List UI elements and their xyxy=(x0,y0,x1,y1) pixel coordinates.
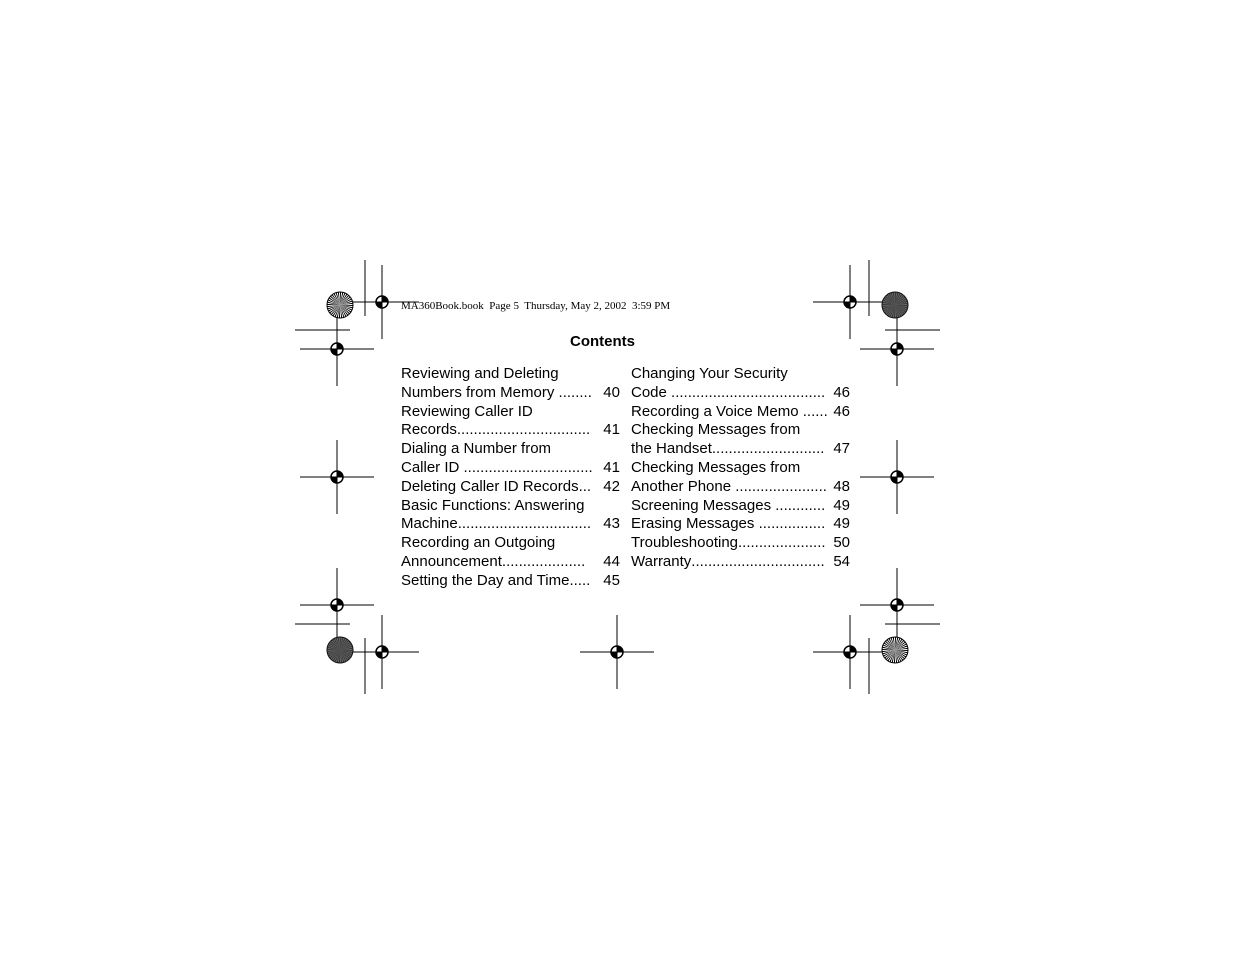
toc-column-right xyxy=(631,365,850,572)
toc-page-number: 54 xyxy=(833,552,850,570)
toc-entry xyxy=(631,421,850,459)
toc-entry-text: Machine xyxy=(401,515,458,533)
toc-page-number: 44 xyxy=(599,552,620,570)
toc-leader: ................................ xyxy=(691,552,825,570)
toc-entry-text: Reviewing and Deleting xyxy=(401,365,559,382)
toc-entry-text: Screening Messages xyxy=(631,496,776,514)
page-title: Contents xyxy=(570,333,635,350)
toc-entry-text: Numbers from Memory xyxy=(401,383,559,401)
toc-entry-text: Reviewing Caller ID xyxy=(401,402,533,420)
toc-entry xyxy=(631,459,850,497)
toc-leader: ..................................... xyxy=(671,383,826,401)
toc-entry-text: Code xyxy=(631,383,672,401)
toc-leader: ...... xyxy=(802,402,828,420)
toc-entry xyxy=(631,497,850,516)
toc-entry-text: Recording an Outgoing xyxy=(401,534,556,552)
toc-page-number: 49 xyxy=(833,496,850,514)
toc-page-number: 46 xyxy=(833,383,850,401)
toc-leader: ................................ xyxy=(457,515,592,533)
toc-entry-text: Basic Functions: Answering xyxy=(401,496,585,514)
toc-entry-text: Warranty xyxy=(631,552,692,570)
toc-entry-text: Changing Your Security xyxy=(631,365,788,382)
toc-entry-text: Deleting Caller ID Records xyxy=(401,477,579,495)
registration-crosshair-icon xyxy=(345,615,419,689)
toc-entry xyxy=(631,515,850,534)
toc-entry-text: the Handset xyxy=(631,440,712,458)
registration-crosshair-icon xyxy=(813,615,887,689)
registration-crosshair-icon xyxy=(860,568,934,642)
print-starburst-icon xyxy=(882,292,908,318)
toc-entry-text: Another Phone xyxy=(631,477,736,495)
registration-crosshair-icon xyxy=(860,440,934,514)
print-header: MA360Book.book Page 5 Thursday, May 2, 2002 3:59 PM xyxy=(401,300,671,312)
toc-leader: .................... xyxy=(501,552,586,570)
toc-entry xyxy=(401,440,620,478)
toc-leader: ........................... xyxy=(711,440,825,458)
toc-entry-text: Erasing Messages xyxy=(631,515,759,533)
toc-page-number: 47 xyxy=(833,440,850,458)
toc-entry xyxy=(631,365,850,403)
toc-page-number: 41 xyxy=(599,458,620,476)
toc-entry-text: Announcement xyxy=(401,552,502,570)
toc-page-number: 50 xyxy=(833,534,850,552)
toc-page-number: 41 xyxy=(599,421,620,439)
toc-entry-text: Setting the Day and Time xyxy=(401,571,570,589)
toc-leader: ............ xyxy=(775,496,826,514)
registration-crosshair-icon xyxy=(580,615,654,689)
toc-page-number: 45 xyxy=(599,571,620,589)
toc-page-number: 43 xyxy=(599,515,620,533)
toc-page-number: 42 xyxy=(599,477,620,495)
print-starburst-icon xyxy=(882,637,908,663)
toc-entry xyxy=(631,553,850,572)
toc-leader: ........ xyxy=(558,383,592,401)
registration-crosshair-icon xyxy=(813,265,887,339)
toc-leader: ................ xyxy=(758,515,826,533)
toc-page-number: 46 xyxy=(833,402,850,420)
toc-entry xyxy=(401,497,620,535)
toc-entry-text: Caller ID xyxy=(401,458,464,476)
toc-entry-text: Dialing a Number from xyxy=(401,440,552,458)
print-starburst-icon xyxy=(327,292,353,318)
toc-column-left xyxy=(401,365,620,591)
registration-crosshair-icon xyxy=(300,568,374,642)
toc-leader: ............................... xyxy=(463,458,593,476)
toc-leader: ..................... xyxy=(738,534,826,552)
print-starburst-icon xyxy=(327,637,353,663)
toc-entry-text: Recording a Voice Memo xyxy=(631,402,803,420)
toc-leader: ................................ xyxy=(456,421,591,439)
toc-entry xyxy=(401,534,620,572)
toc-leader: ... xyxy=(578,477,592,495)
toc-page-number: 48 xyxy=(833,477,850,495)
toc-entry-text: Troubleshooting xyxy=(631,534,739,552)
toc-page-number: 49 xyxy=(833,515,850,533)
toc-entry-text: Checking Messages from xyxy=(631,421,801,439)
toc-leader: ...................... xyxy=(735,477,827,495)
toc-entry xyxy=(401,403,620,441)
toc-entry xyxy=(631,534,850,553)
toc-entry xyxy=(401,365,620,403)
toc-entry-text: Records xyxy=(401,421,457,439)
toc-entry-text: Checking Messages from xyxy=(631,458,801,476)
registration-crosshair-icon xyxy=(300,440,374,514)
toc-entry xyxy=(401,478,620,497)
toc-leader: ..... xyxy=(569,571,591,589)
toc-entry xyxy=(401,572,620,591)
toc-entry xyxy=(631,403,850,422)
toc-page-number: 40 xyxy=(599,383,620,401)
